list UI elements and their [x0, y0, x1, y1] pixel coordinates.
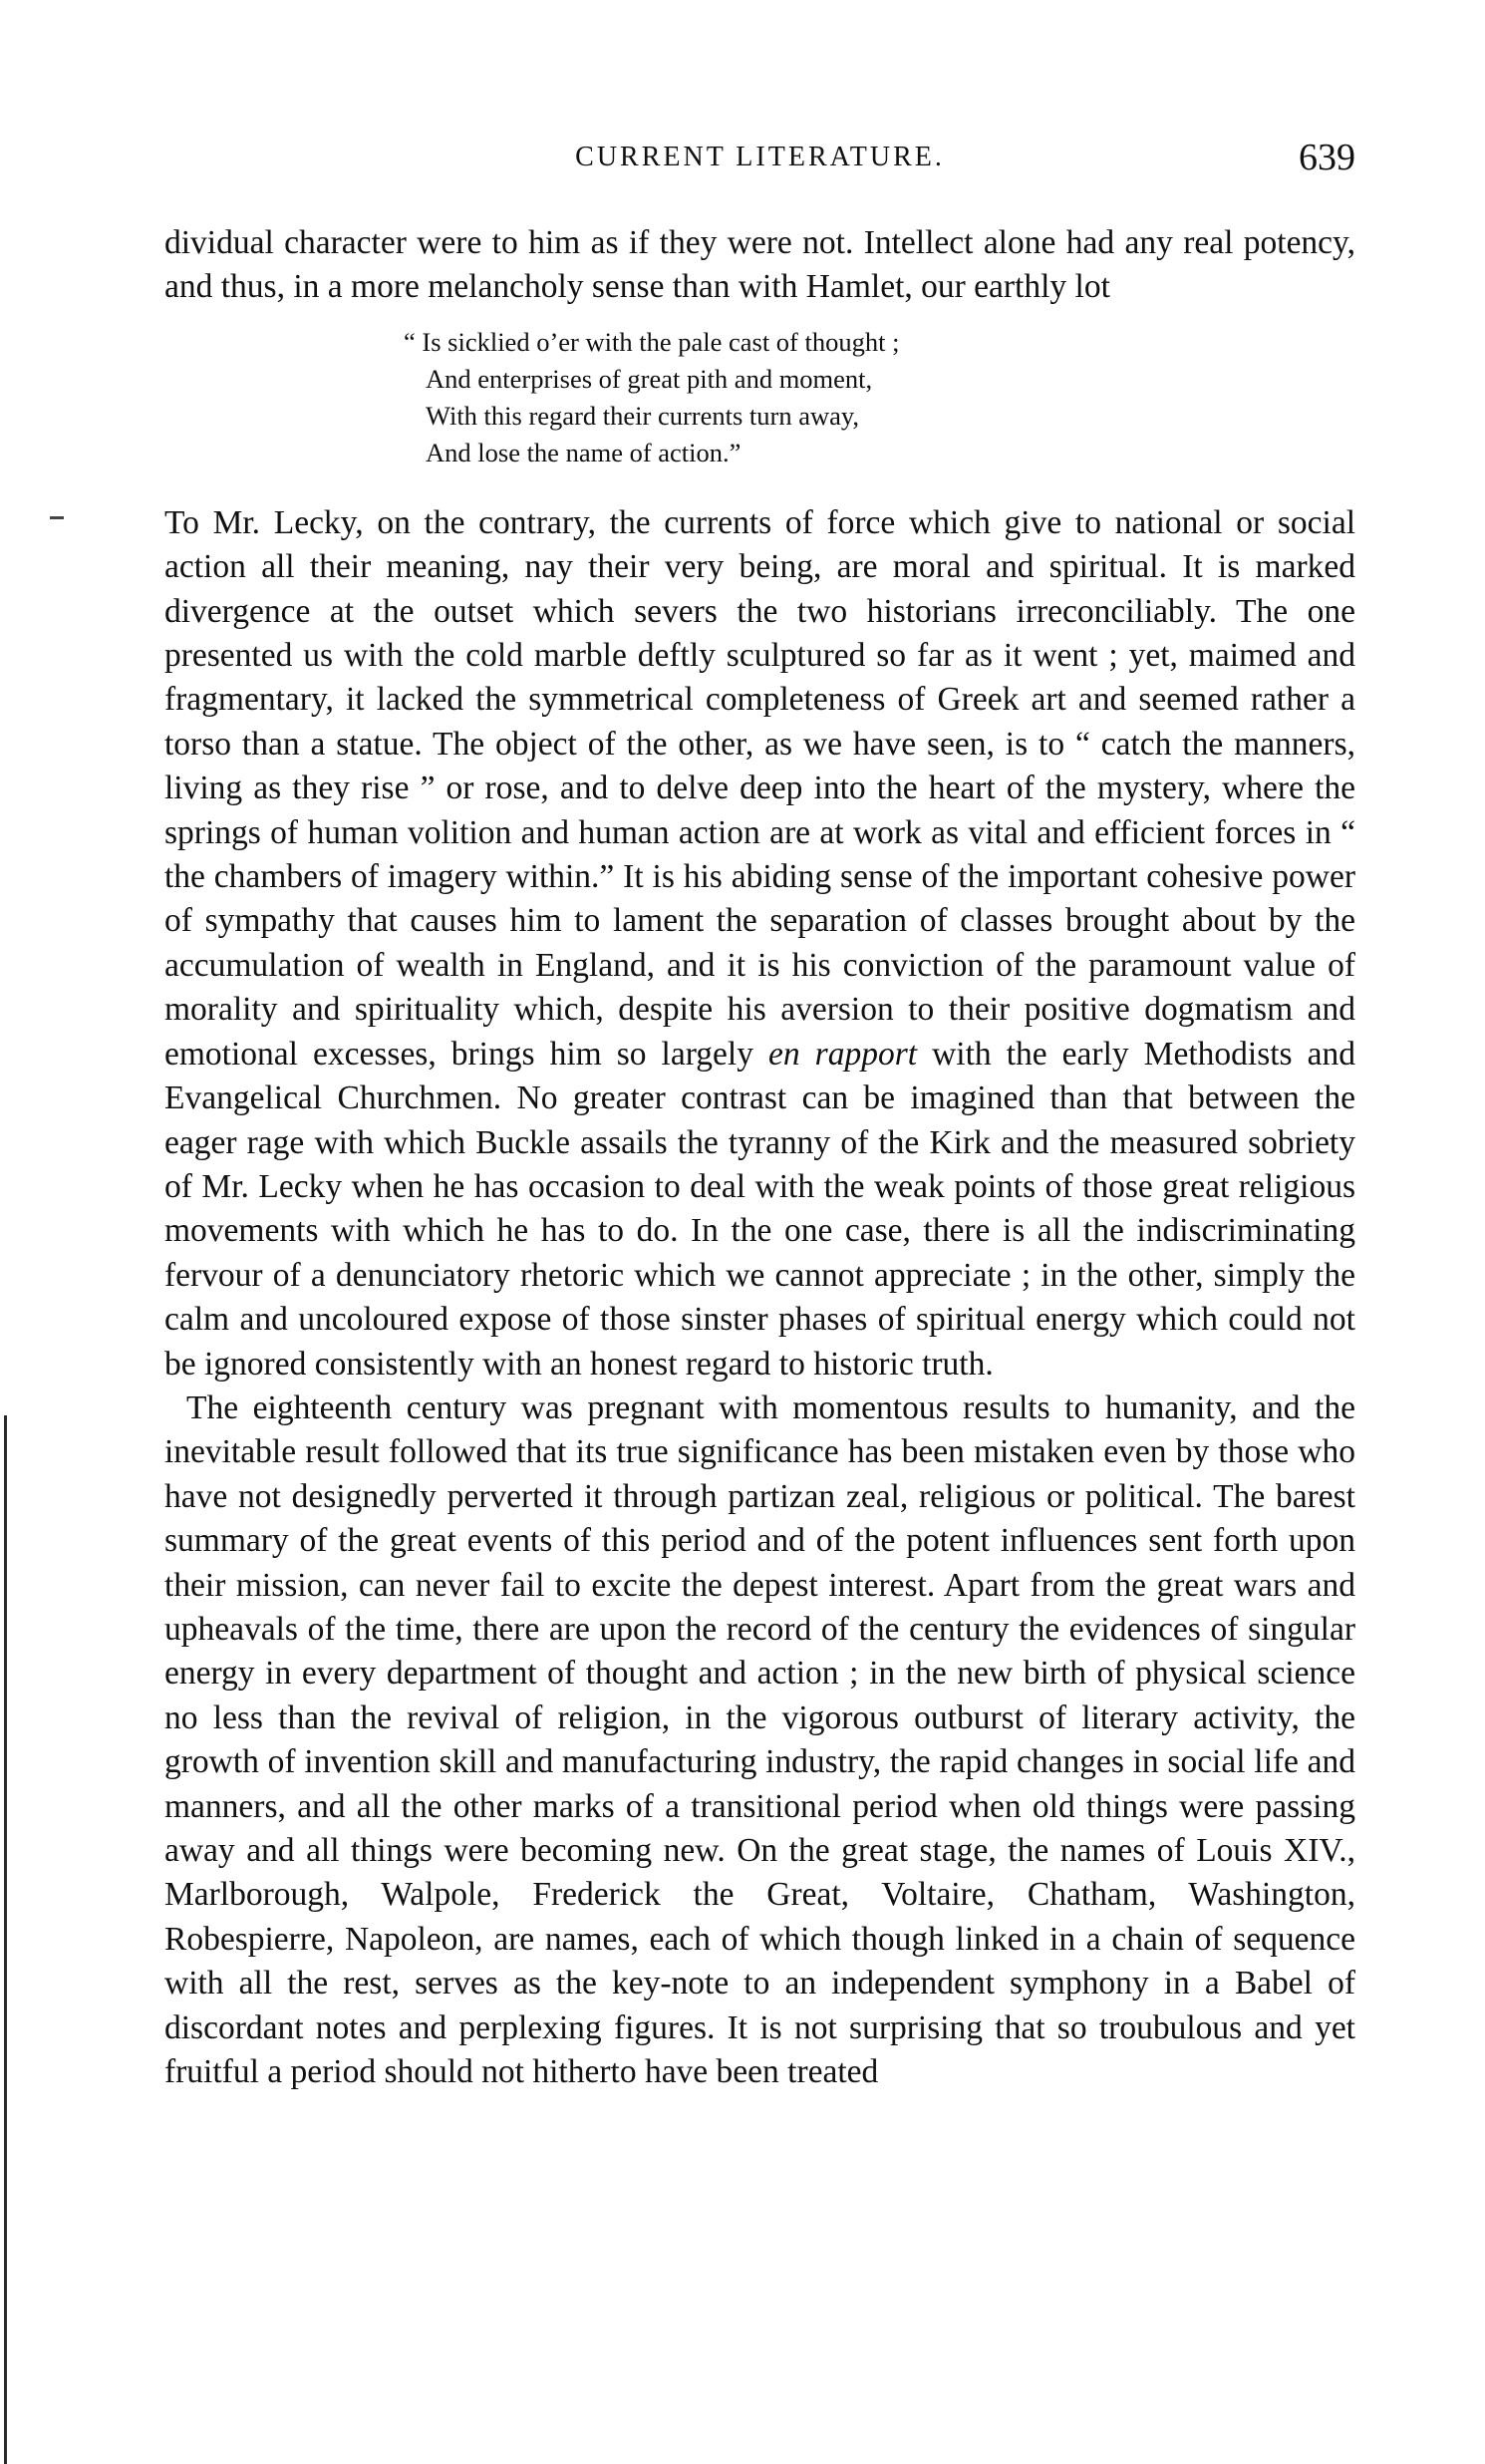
italic-phrase: en rapport: [768, 1035, 918, 1073]
block-quote: [404, 324, 1355, 471]
paragraph-text: with the early Methodists and Evangelical Churchmen. No greater contrast can be imagined than that between the eager rage with which Buckle assails the tyranny of the Kirk and the measured sobriety of Mr. Lecky when he has occasion to deal with the weak points of those great religious movements with which he has to do. In the one case, there is all the indiscriminating fervour of a denunciatory rhetoric which we cannot appreciate ; in the other, simply the calm and uncoloured expose of those sinster phases of spiritual energy which could not be ignored consistently with an honest regard to historic truth.: [164, 1035, 1355, 1383]
quote-line: “ Is sicklied o’er with the pale cast of thought ;: [404, 326, 900, 357]
paragraph-eighteenth-century: The eighteenth century was pregnant with momentous results to humanity, and the inevitable result followed that its true significance has been mistaken even by those who have not designedly perverted it through partizan zeal, religious or political. The barest summary of the great events of this period and of the potent influences sent forth upon their mission, can never fail to excite the depest interest. Apart from the great wars and upheavals of the time, there are upon the record of the century the evidences of singular energy in every department of thought and action ; in the new birth of physical science no less than the revival of religion, in the vigorous outburst of literary activity, the growth of invention skill and manufacturing industry, the rapid changes in social life and manners, and all the other marks of a transitional period when old things were passing away and all things were becoming new. On the great stage, the names of Louis XIV., Marlborough, Walpole, Frederick the Great, Voltaire, Chatham, Washington, Robespierre, Napoleon, are names, each of which though linked in a chain of sequence with all the rest, serves as the key-note to an independent symphony in a Babel of discordant notes and perplexing figures. It is not surprising that so troubulous and yet fruitful a period should not hitherto have been treated: [164, 1388, 1355, 2091]
running-head: CURRENT LITERATURE.: [575, 142, 945, 172]
scan-mark: [50, 516, 64, 519]
page-number: 639: [1299, 137, 1355, 178]
quote-line: And enterprises of great pith and moment,: [426, 363, 873, 394]
scan-gutter-edge: [4, 1415, 7, 2464]
page-header: [164, 136, 1355, 185]
paragraph-lecky: [164, 501, 1355, 1386]
quote-line: And lose the name of action.”: [426, 437, 742, 467]
paragraph-text: To Mr. Lecky, on the contrary, the currents of force which give to national or social action all their meaning, nay their very being, are moral and spiritual. It is marked divergence at the outset which severs the two historians irreconciliably. The one presented us with the cold marble deftly sculptured so far as it went ; yet, maimed and fragmentary, it lacked the symmetrical completeness of Greek art and seemed rather a torso than a statue. The object of the other, as we have seen, is to “ catch the manners, living as they rise ” or rose, and to delve deep into the heart of the mystery, where the springs of human volition and human action are at work as vital and efficient forces in “ the chambers of imagery within.” It is his abiding sense of the important cohesive power of sympathy that causes him to lament the separation of classes brought about by the accumulation of wealth in England, and it is his conviction of the paramount value of morality and spirituality which, despite his aversion to their positive dogmatism and emotional excesses, brings him so largely: [164, 503, 1355, 1073]
quote-line: With this regard their currents turn away,: [426, 400, 860, 431]
body-text: [164, 221, 1355, 2094]
paragraph-continuation: dividual character were to him as if they were not. Intellect alone had any real potency, and thus, in a more melancholy sense than with Hamlet, our earthly lot: [164, 224, 1355, 306]
